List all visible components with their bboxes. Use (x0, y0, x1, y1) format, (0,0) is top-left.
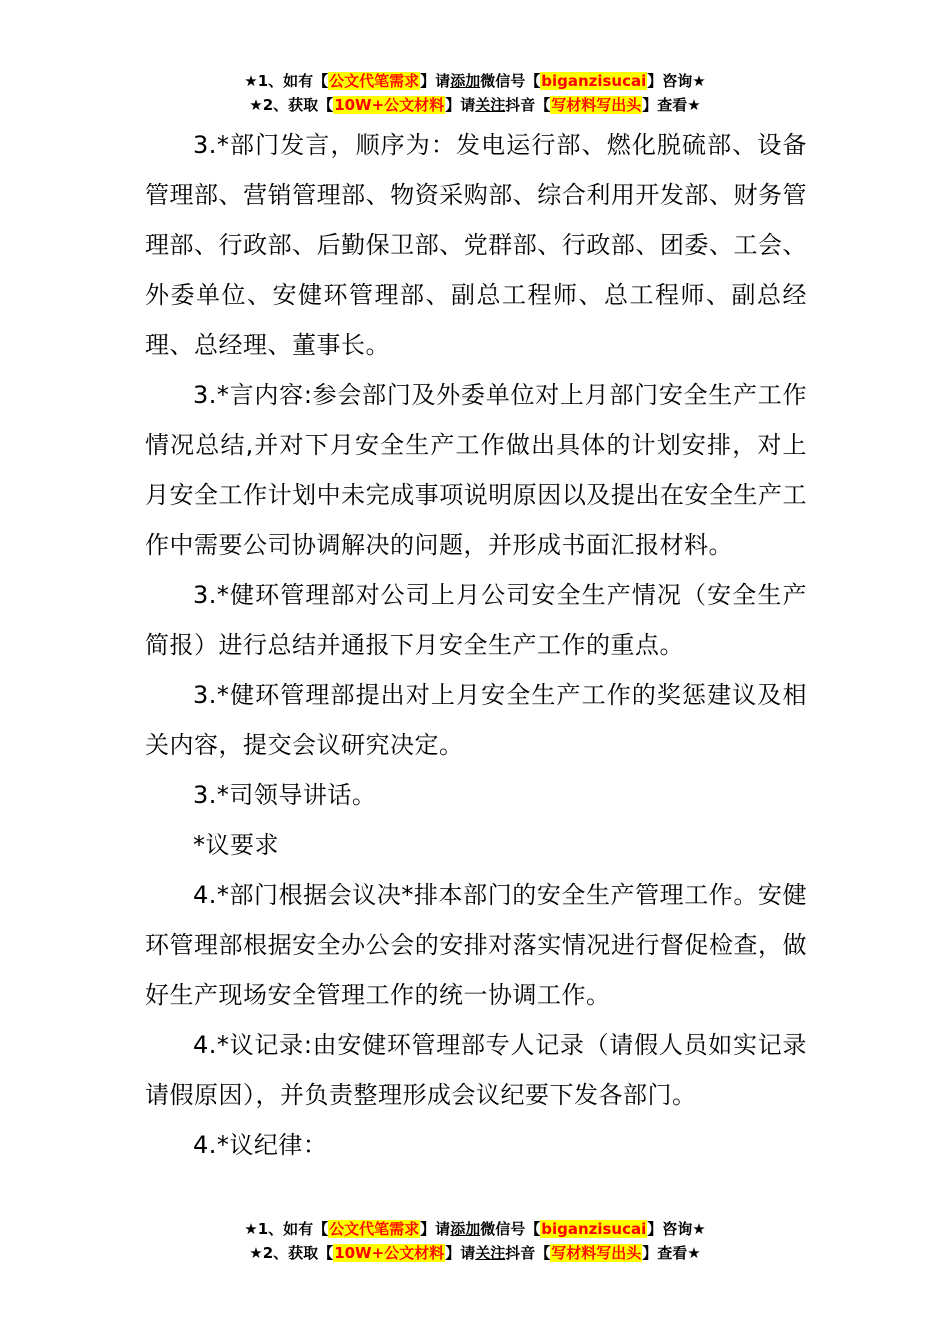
paragraph: 3.*言内容:参会部门及外委单位对上月部门安全生产工作情况总结,并对下月安全生产工作做出具体的计划安排，对上月安全工作计划中未完成事项说明原因以及提出在安全生产工作中需要公司协调解决的问题，并形成书面汇报材料。 (145, 381, 807, 559)
banner-text: 】查看★ (642, 1244, 701, 1262)
banner-text: 抖音【 (505, 96, 551, 114)
banner-text: 】请 (420, 72, 451, 90)
banner-line-2 (0, 94, 950, 118)
banner-highlight: 10W+公文材料 (334, 96, 445, 114)
banner-underline: 关注 (475, 1244, 506, 1262)
section-heading: *议要求 (193, 831, 279, 859)
banner-line-1 (0, 70, 950, 94)
paragraph: 4.*议纪律： (193, 1131, 328, 1159)
banner-highlight: 10W+公文材料 (334, 1244, 445, 1262)
paragraph: 3.*部门发言，顺序为：发电运行部、燃化脱硫部、设备管理部、营销管理部、物资采购部、综合利用开发部、财务管理部、行政部、后勤保卫部、党群部、行政部、团委、工会、外委单位、安健环管理部、副总工程师、总工程师、副总经理、总经理、董事长。 (145, 131, 807, 359)
banner-highlight: 公文代笔需求 (329, 72, 420, 90)
header-banner (0, 70, 950, 118)
banner-text: ★1、如有【 (244, 1220, 329, 1238)
banner-underline: 添加 (450, 1220, 481, 1238)
banner-text: 微信号【 (480, 1220, 541, 1238)
banner-highlight: 写材料写出头 (551, 96, 642, 114)
banner-text: 微信号【 (480, 72, 541, 90)
banner-text: 】咨询★ (647, 1220, 706, 1238)
banner-text: ★1、如有【 (244, 72, 329, 90)
document-body (145, 120, 807, 1170)
banner-line-1 (0, 1218, 950, 1242)
banner-highlight: 写材料写出头 (551, 1244, 642, 1262)
banner-underline: 添加 (450, 72, 481, 90)
banner-text: 】请 (445, 1244, 476, 1262)
paragraph: 4.*议记录:由安健环管理部专人记录（请假人员如实记录请假原因），并负责整理形成会议纪要下发各部门。 (145, 1031, 807, 1109)
banner-highlight: 公文代笔需求 (329, 1220, 420, 1238)
footer-banner (0, 1218, 950, 1266)
banner-text: 抖音【 (505, 1244, 551, 1262)
banner-underline: 关注 (475, 96, 506, 114)
banner-text: ★2、获取【 (249, 96, 334, 114)
banner-highlight: biganzisucai (541, 72, 647, 90)
banner-highlight: biganzisucai (541, 1220, 647, 1238)
banner-text: 】查看★ (642, 96, 701, 114)
banner-text: ★2、获取【 (249, 1244, 334, 1262)
banner-line-2 (0, 1242, 950, 1266)
paragraph: 3.*健环管理部提出对上月安全生产工作的奖惩建议及相关内容，提交会议研究决定。 (145, 681, 807, 759)
banner-text: 】请 (445, 96, 476, 114)
banner-text: 】咨询★ (647, 72, 706, 90)
paragraph: 4.*部门根据会议决*排本部门的安全生产管理工作。安健环管理部根据安全办公会的安排对落实情况进行督促检查，做好生产现场安全管理工作的统一协调工作。 (145, 881, 807, 1009)
paragraph: 3.*司领导讲话。 (193, 781, 377, 809)
paragraph: 3.*健环管理部对公司上月公司安全生产情况（安全生产简报）进行总结并通报下月安全生产工作的重点。 (145, 581, 807, 659)
banner-text: 】请 (420, 1220, 451, 1238)
